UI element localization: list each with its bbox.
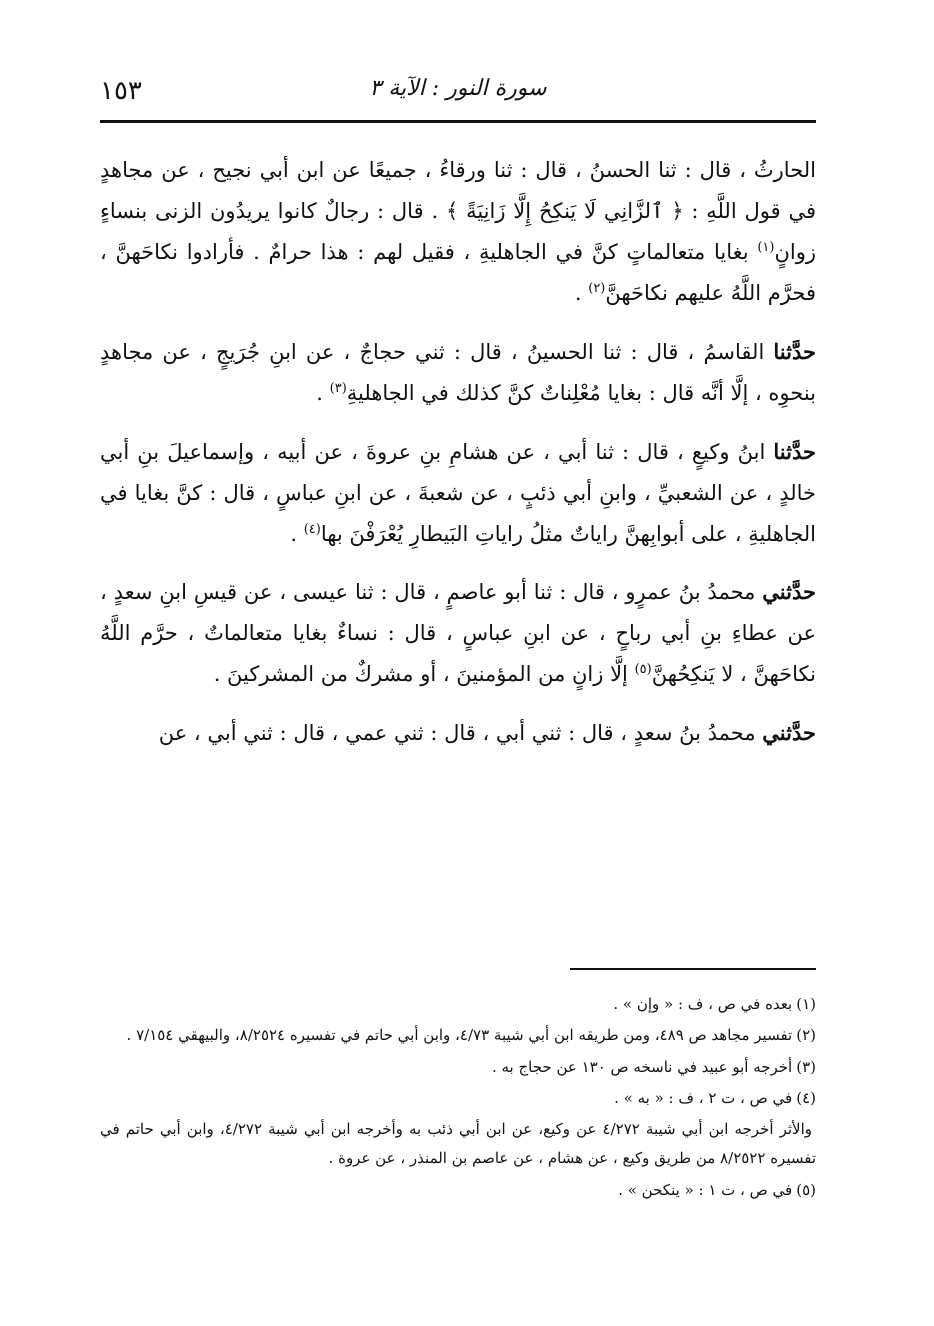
footnote-text: تفسير مجاهد ص ٤٨٩، ومن طريقه ابن أبي شيبة ٤/٧٣، وابن أبي حاتم في تفسيره ٨/٢٥٢٤، والبيهقي ٧/١٥٤ .: [126, 1026, 793, 1045]
paragraph-text: محمدُ بنُ عمرٍو ، قال : ثنا أبو عاصمٍ ، قال : ثنا عيسى ، عن قيسِ ابنِ سعدٍ ، عن عطاءِ بنِ أبي رباحٍ ، عن ابنِ عباسٍ ، قال : نساءٌ بغايا متعالماتٌ ، حرَّم اللَّهُ نكاحَهنَّ ، لا يَنكِحُهنَّ: [100, 580, 817, 687]
hadith-lead: حدَّثنا: [773, 338, 816, 364]
paragraph-5: [100, 713, 816, 754]
footnote-ref: (٣): [329, 380, 347, 396]
hadith-lead: حدَّثنا: [773, 438, 816, 464]
paragraph-text: .: [290, 521, 304, 546]
footnote-number: (٤): [796, 1088, 816, 1107]
hadith-lead: حدَّثني: [762, 579, 816, 605]
footnote-ref: (٤): [303, 521, 321, 537]
footnote-3: [100, 1053, 816, 1082]
paragraph-text: ابنُ وكيعٍ ، قال : ثنا أبي ، عن هشامِ بنِ عروةَ ، عن أبيه ، وإسماعيلَ بنِ أبي خالدٍ ، عن الشعبيِّ ، وابنِ أبي ذئبٍ ، عن شعبةَ ، عن ابنِ عباسٍ ، قال : كنَّ بغايا في الجاهليةِ ، على أبوابِهنَّ راياتٌ مثلُ راياتِ البَيطارِ يُعْرَفْنَ بها: [100, 439, 816, 546]
page-number: ١٥٣: [100, 76, 142, 106]
paragraph-3: [100, 432, 816, 555]
footnote-1: [100, 990, 816, 1019]
footnote-number: (٢): [796, 1026, 816, 1045]
paragraph-text: .: [316, 380, 330, 405]
paragraph-text: الحارثُ ، قال : ثنا الحسنُ ، قال : ثنا ورقاءُ ، جميعًا عن ابن أبي نجيح ، عن مجاهدٍ في قول اللَّهِ : ﴿ ٱلزَّانِي لَا يَنكِحُ إِلَّا زَانِيَةً ﴾ . قال : رجالٌ كانوا يريدُون الزنى بنساءٍ زوانٍ: [100, 158, 816, 264]
page-header: [100, 70, 816, 114]
main-text: [100, 150, 816, 772]
footnote-text: في ص ، ت ٢ ، ف : « به » .: [614, 1088, 793, 1107]
paragraph-text: إلَّا زانٍ من المؤمنينَ ، أو مشركٌ من المشركينَ .: [213, 662, 635, 687]
footnote-4-continued: [100, 1115, 816, 1174]
paragraph-text: بغايا متعالماتٍ كنَّ في الجاهليةِ ، فقيل لهم : هذا حرامٌ . فأرادوا نكاحَهنَّ ، فحرَّم اللَّهُ عليهم نكاحَهنَّ: [100, 239, 816, 305]
hadith-lead: حدَّثني: [762, 720, 816, 746]
paragraph-text: القاسمُ ، قال : ثنا الحسينُ ، قال : ثني حجاجٌ ، عن ابنِ جُرَيجٍ ، عن مجاهدٍ بنحوِه ، إلَّا أنَّه قال : بغايا مُعْلِناتٌ كنَّ كذلك في الجاهليةِ: [100, 339, 816, 405]
paragraph-1: [100, 150, 816, 314]
footnote-ref: (١): [757, 239, 775, 255]
footnote-2: [100, 1021, 816, 1050]
footnotes: [100, 990, 816, 1207]
paragraph-text: .: [574, 280, 589, 305]
footnote-text: والأثر أخرجه ابن أبي شيبة ٤/٢٧٢ عن وكيع، عن ابن أبي ذئب به وأخرجه ابن أبي شيبة ٤/٢٧٢، وابن أبي حاتم في تفسيره ٨/٢٥٢٢ من طريق وكيع ، عن هشام ، عن عاصم بن المنذر ، عن عروة .: [100, 1120, 816, 1168]
paragraph-text: محمدُ بنُ سعدٍ ، قال : ثني أبي ، قال : ثني عمي ، قال : ثني أبي ، عن: [158, 721, 763, 746]
footnote-4: [100, 1084, 816, 1113]
footnote-number: (٣): [796, 1057, 816, 1076]
footnote-text: بعده في ص ، ف : « وإن » .: [613, 995, 793, 1013]
footnote-text: في ص ، ت ١ : « ينكحن » .: [618, 1180, 793, 1199]
footnote-number: (٥): [796, 1180, 816, 1199]
footnote-ref: (٥): [634, 662, 652, 678]
paragraph-2: [100, 332, 816, 414]
running-title: سورة النور : الآية ٣: [369, 76, 547, 101]
paragraph-4: [100, 572, 816, 695]
footnote-rule: [570, 968, 816, 970]
header-rule: [100, 120, 816, 123]
footnote-number: (١): [796, 995, 816, 1013]
footnote-ref: (٢): [588, 280, 606, 296]
footnote-text: أخرجه أبو عبيد في ناسخه ص ١٣٠ عن حجاج به .: [491, 1057, 793, 1076]
footnote-5: [100, 1176, 816, 1205]
